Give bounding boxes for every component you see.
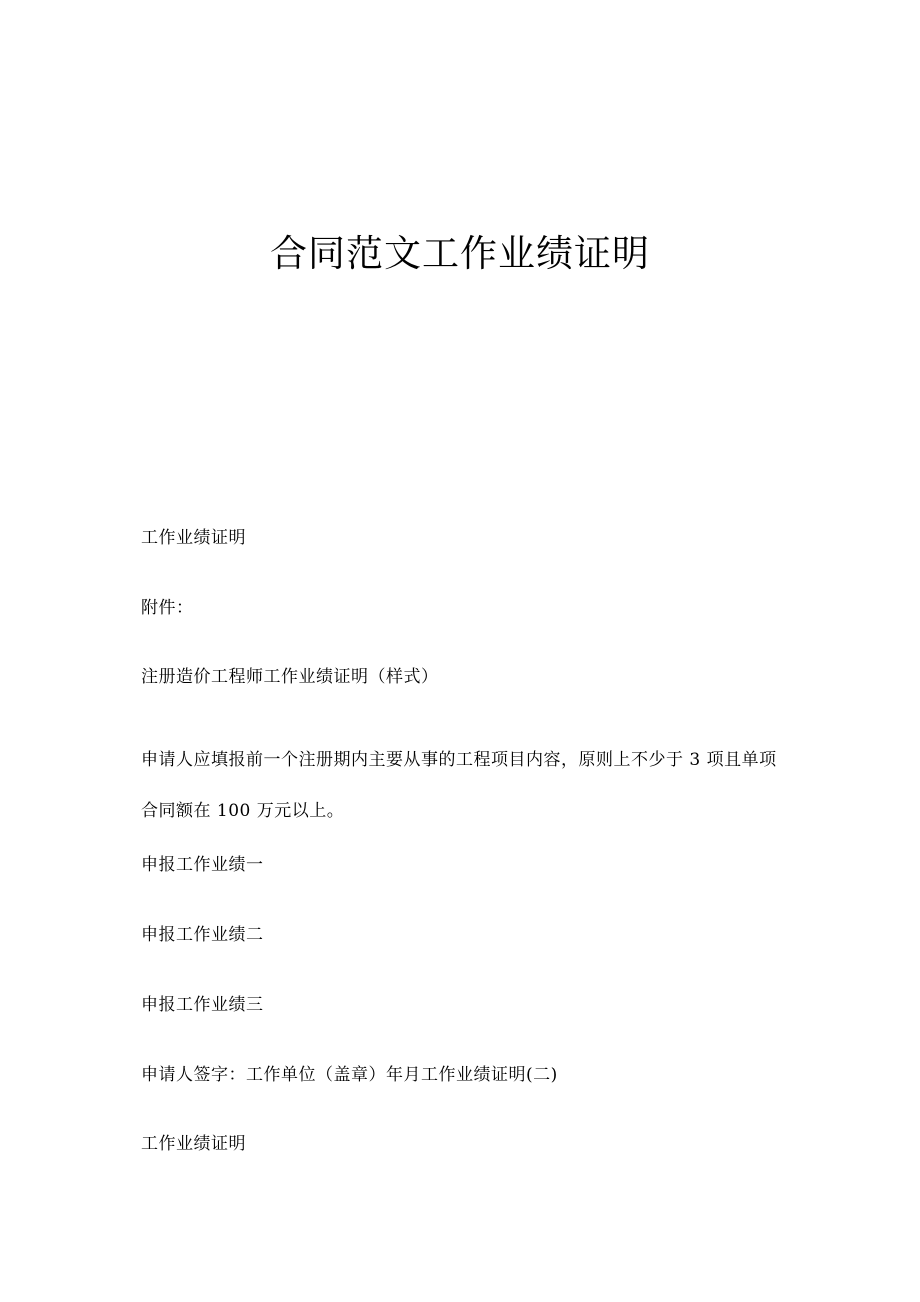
- document-title: 合同范文工作业绩证明: [270, 232, 650, 275]
- paragraph-instructions: 申请人应填报前一个注册期内主要从事的工程项目内容，原则上不少于 3 项且单项合同额在 100 万元以上。: [141, 750, 777, 821]
- paragraph-attachment-label: 附件：: [141, 598, 194, 618]
- paragraph-achievement-three: 申报工作业绩三: [141, 995, 264, 1015]
- paragraph-achievement-two: 申报工作业绩二: [141, 925, 264, 945]
- paragraph-signature-line: 申请人签字：工作单位（盖章）年月工作业绩证明(二): [141, 1065, 558, 1085]
- paragraph-achievement-one: 申报工作业绩一: [141, 855, 264, 875]
- paragraph-sample-title: 注册造价工程师工作业绩证明（样式）: [141, 667, 439, 687]
- paragraph-work-certificate-heading: 工作业绩证明: [141, 528, 246, 548]
- paragraph-work-certificate-heading-2: 工作业绩证明: [141, 1134, 246, 1154]
